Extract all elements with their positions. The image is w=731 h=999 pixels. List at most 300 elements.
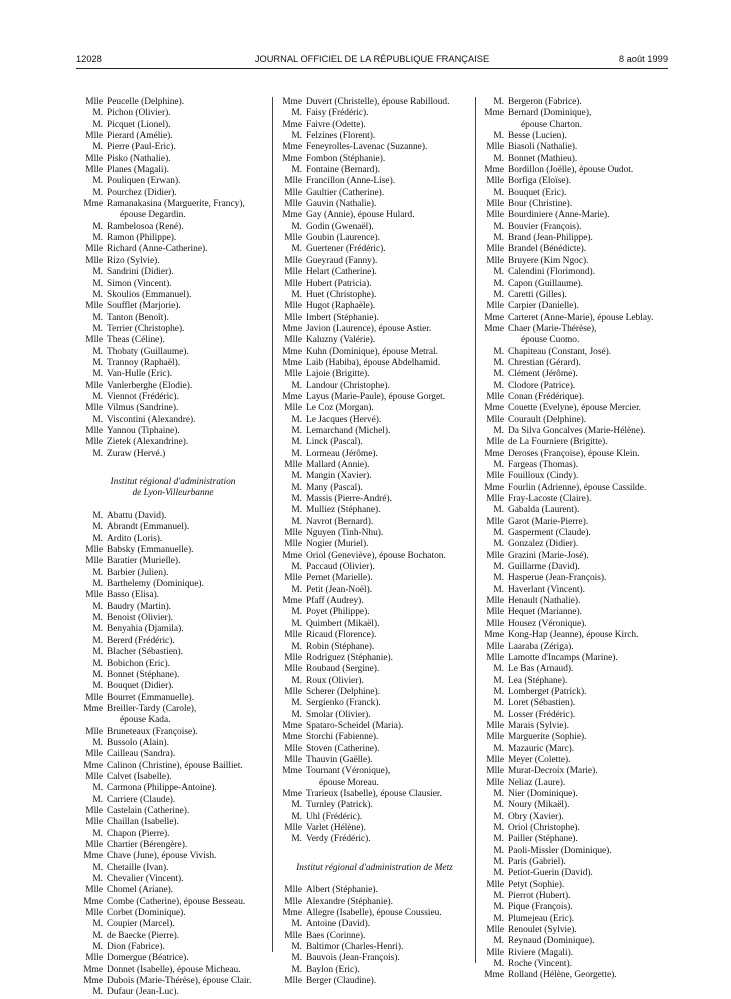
- list-item: [479, 573, 675, 584]
- entry-name: Terrier (Christophe).: [107, 323, 185, 334]
- entry-title: Mlle: [85, 380, 103, 391]
- entry-title: M.: [291, 131, 302, 142]
- entry-name: Zietek (Alexandrine).: [107, 437, 189, 448]
- entry-name: Petiot-Guerin (David).: [508, 868, 593, 879]
- entry-name: Viennot (Frédéric).: [107, 391, 179, 402]
- entry-title: Mlle: [284, 686, 302, 697]
- entry-name: Mazauric (Marc).: [508, 743, 575, 754]
- entry-name: Vilmus (Sandrine).: [107, 403, 179, 414]
- list-item: [479, 199, 675, 210]
- list-item: [78, 795, 268, 806]
- entry-name: Berger (Claudine).: [306, 976, 377, 987]
- entry-title: M.: [92, 987, 103, 998]
- entry-title: Mlle: [85, 885, 103, 896]
- entry-title: Mlle: [284, 460, 302, 470]
- entry-title: Mlle: [85, 749, 103, 760]
- list-item: [277, 199, 472, 210]
- list-item: [277, 551, 472, 562]
- entry-title: M.: [291, 482, 302, 493]
- list-item: [277, 732, 472, 743]
- entry-title: Mlle: [85, 840, 103, 850]
- entry-title: M.: [291, 562, 302, 573]
- entry-name: Robin (Stéphane).: [306, 641, 375, 652]
- list-item: [479, 959, 675, 970]
- list-item: [78, 522, 268, 533]
- list-item: [277, 789, 472, 800]
- entry-name: Brand (Jean-Philippe).: [508, 233, 593, 244]
- entry-name: Benyahia (Djamila).: [107, 624, 184, 635]
- list-item: [277, 897, 472, 908]
- list-item: [479, 120, 675, 131]
- entry-name: Soufflet (Marjorie).: [107, 301, 181, 312]
- list-item: [479, 721, 675, 732]
- entry-title: M.: [291, 675, 302, 686]
- entry-name: Storchi (Fabienne).: [306, 732, 379, 743]
- list-item: [479, 279, 675, 290]
- list-item: [479, 585, 675, 596]
- entry-name: de La Fourniere (Brigitte).: [508, 437, 608, 448]
- entry-title: Mlle: [486, 142, 504, 153]
- entry-continuation: épouse Charton.: [521, 119, 582, 130]
- entry-title: Mme: [282, 720, 302, 731]
- entry-title: Mlle: [486, 596, 504, 607]
- list-item: [277, 908, 472, 919]
- entry-name: Barthelemy (Dominique).: [107, 579, 204, 590]
- list-item: [78, 965, 268, 976]
- entry-name: Bruneteaux (Françoise).: [107, 726, 198, 737]
- entry-name: Turnley (Patrick).: [306, 800, 373, 811]
- list-item: [479, 914, 675, 925]
- entry-name: Laaraba (Zériga).: [508, 641, 574, 652]
- entry-title: M.: [493, 675, 504, 686]
- list-item: [479, 233, 675, 244]
- list-item: [78, 749, 268, 760]
- entry-title: Mlle: [284, 233, 302, 244]
- list-item: [479, 505, 675, 516]
- list-item: [277, 630, 472, 641]
- entry-title: Mlle: [486, 244, 504, 255]
- entry-name: Tournant (Véronique),: [306, 766, 391, 777]
- list-item: [479, 732, 675, 743]
- list-item: [78, 369, 268, 380]
- list-item: [479, 222, 675, 233]
- entry-title: M.: [493, 845, 504, 856]
- list-item: [78, 426, 268, 437]
- entry-title: Mlle: [486, 652, 504, 663]
- entry-title: Mme: [282, 391, 302, 402]
- entry-title: Mlle: [284, 312, 302, 323]
- entry-name: Hubert (Patricia).: [306, 278, 372, 289]
- entry-title: Mlle: [85, 131, 103, 142]
- entry-title: M.: [291, 471, 302, 482]
- entry-title: Mlle: [284, 199, 302, 210]
- entry-title: M.: [92, 737, 103, 748]
- list-item: [479, 403, 675, 414]
- entry-name: Nguyen (Tinh-Nhu).: [306, 528, 384, 539]
- entry-name: Roux (Olivier).: [306, 675, 364, 686]
- list-item: [277, 834, 472, 845]
- list-item: [78, 534, 268, 545]
- entry-name: Javion (Laurence), épouse Astier.: [306, 323, 432, 334]
- list-item: [78, 659, 268, 670]
- entry-title: Mlle: [486, 607, 504, 618]
- list-item: [479, 948, 675, 959]
- entry-title: M.: [92, 522, 103, 533]
- entry-name: Pichon (Olivier).: [107, 108, 171, 119]
- entry-title: M.: [493, 221, 504, 232]
- list-item: [277, 165, 472, 176]
- list-item: [78, 188, 268, 199]
- list-item: [277, 188, 472, 199]
- list-item: [479, 539, 675, 550]
- list-item: [78, 942, 268, 953]
- entry-title: M.: [92, 357, 103, 368]
- entry-name: Linck (Pascal).: [306, 437, 363, 448]
- entry-title: M.: [291, 709, 302, 720]
- entry-name: Pfaff (Audrey).: [306, 596, 364, 607]
- entry-name: Bergeron (Fabrice).: [508, 97, 582, 107]
- entry-name: Thobaty (Guillaume).: [107, 346, 189, 357]
- entry-title: M.: [291, 618, 302, 629]
- entry-name: Coupier (Marcel).: [107, 919, 175, 930]
- entry-name: Roubaud (Sergine).: [306, 664, 380, 675]
- list-item: [78, 199, 268, 210]
- entry-name: Felzines (Florent).: [306, 131, 376, 142]
- entry-name: Marguerite (Sophie).: [508, 732, 587, 743]
- entry-name: Fouilloux (Cindy).: [508, 471, 579, 482]
- entry-name: Trarieux (Isabelle), épouse Clausier.: [306, 788, 442, 799]
- list-item: [479, 800, 675, 811]
- list-item: [78, 704, 268, 715]
- entry-name: Caretti (Gilles).: [508, 289, 567, 300]
- entry-title: Mlle: [486, 437, 504, 448]
- entry-name: Peucelle (Delphine).: [107, 97, 185, 107]
- entry-name: Zuraw (Hervé.): [107, 448, 166, 459]
- list-item: [479, 108, 675, 119]
- list-item: [479, 970, 675, 981]
- entry-name: Many (Pascal).: [306, 482, 363, 493]
- entry-title: Mlle: [486, 516, 504, 527]
- entry-list: [277, 885, 472, 987]
- entry-title: Mme: [282, 732, 302, 743]
- entry-title: M.: [291, 800, 302, 811]
- entry-title: M.: [493, 187, 504, 198]
- entry-name: Chomel (Ariane).: [107, 885, 174, 896]
- list-item: [479, 710, 675, 721]
- entry-name: Allegre (Isabelle), épouse Coussieu.: [306, 908, 442, 919]
- list-item: [479, 426, 675, 437]
- entry-title: M.: [92, 533, 103, 544]
- entry-title: Mlle: [284, 630, 302, 641]
- list-item: [479, 902, 675, 913]
- list-item: [479, 471, 675, 482]
- entry-name: Verdy (Frédéric).: [306, 834, 371, 845]
- list-item: [277, 369, 472, 380]
- entry-title: M.: [493, 539, 504, 550]
- entry-name: Carriere (Claude).: [107, 794, 176, 805]
- entry-title: M.: [92, 278, 103, 289]
- list-item: [479, 290, 675, 301]
- entry-name: Carteret (Anne-Marie), épouse Leblay.: [508, 312, 654, 323]
- entry-name: Domergue (Béatrice).: [107, 953, 189, 964]
- entry-name: Rodriguez (Stéphanie).: [306, 652, 393, 663]
- entry-name: Hugot (Raphaële).: [306, 301, 376, 312]
- list-item: [277, 290, 472, 301]
- entry-name: Smolar (Olivier).: [306, 709, 371, 720]
- entry-title: M.: [92, 187, 103, 198]
- entry-title: M.: [92, 601, 103, 612]
- entry-title: Mme: [83, 703, 103, 714]
- entry-title: M.: [493, 686, 504, 697]
- entry-name: Bordillon (Joëlle), épouse Oudot.: [508, 165, 634, 176]
- entry-title: Mme: [282, 323, 302, 334]
- list-item: [277, 505, 472, 516]
- entry-name: Reynaud (Dominique).: [508, 936, 595, 947]
- entry-title: M.: [92, 794, 103, 805]
- entry-name: Guillarme (David).: [508, 562, 580, 573]
- entry-name: Dufaur (Jean-Luc).: [107, 987, 179, 998]
- entry-name: Fray-Lacoste (Claire).: [508, 494, 592, 505]
- entry-name: Pailler (Stéphane).: [508, 834, 578, 845]
- entry-name: Paoli-Missler (Dominique).: [508, 845, 612, 856]
- entry-title: Mme: [484, 630, 504, 641]
- entry-name: Conan (Frédérique).: [508, 391, 585, 402]
- entry-title: M.: [493, 959, 504, 970]
- list-item: [479, 154, 675, 165]
- list-item: [479, 347, 675, 358]
- list-item: [277, 517, 472, 528]
- entry-name: Ricaud (Florence).: [306, 630, 377, 641]
- list-item: [277, 244, 472, 255]
- entry-title: M.: [493, 902, 504, 913]
- entry-title: M.: [92, 783, 103, 794]
- entry-title: Mme: [484, 165, 504, 176]
- entry-name: Van-Hulle (Eric).: [107, 369, 173, 380]
- list-item: [277, 976, 472, 987]
- entry-title: M.: [493, 709, 504, 720]
- entry-title: Mlle: [486, 641, 504, 652]
- entry-title: M.: [92, 312, 103, 323]
- list-item: [277, 358, 472, 369]
- entry-name: Trannoy (Raphaël).: [107, 357, 181, 368]
- list-item: [78, 290, 268, 301]
- entry-name: Fombon (Stéphanie).: [306, 153, 386, 164]
- entry-title: Mlle: [284, 976, 302, 987]
- entry-title: M.: [493, 584, 504, 595]
- list-item: [78, 244, 268, 255]
- entry-name: Fontaine (Bernard).: [306, 165, 380, 176]
- entry-title: Mme: [83, 976, 103, 987]
- entry-name: Chaillan (Isabelle).: [107, 817, 179, 828]
- list-item: [277, 335, 472, 346]
- list-item: [277, 676, 472, 687]
- entry-name: Lajoie (Brigitte).: [306, 369, 370, 380]
- list-item: [277, 131, 472, 142]
- entry-name: Landour (Christophe).: [306, 380, 390, 391]
- entry-title: M.: [92, 176, 103, 187]
- list-item: [277, 494, 472, 505]
- entry-name: Le Jacques (Hervé).: [306, 414, 382, 425]
- entry-name: Clodore (Patrice).: [508, 380, 576, 391]
- entry-title: Mlle: [85, 165, 103, 176]
- entry-title: Mlle: [486, 754, 504, 765]
- entry-title: Mlle: [284, 652, 302, 663]
- entry-title: M.: [493, 357, 504, 368]
- list-item: [479, 778, 675, 789]
- entry-title: M.: [291, 414, 302, 425]
- list-item: [277, 233, 472, 244]
- list-item: [78, 335, 268, 346]
- entry-name: Kuhn (Dominique), épouse Metral.: [306, 346, 439, 357]
- list-item: [78, 806, 268, 817]
- entry-title: Mlle: [284, 930, 302, 941]
- entry-title: M.: [92, 930, 103, 941]
- entry-title: M.: [493, 153, 504, 164]
- entry-name: Basso (Elisa).: [107, 590, 160, 601]
- list-item: [277, 437, 472, 448]
- entry-name: Francillon (Anne-Lise).: [306, 176, 396, 187]
- entry-title: Mlle: [284, 187, 302, 198]
- entry-title: Mlle: [486, 732, 504, 743]
- entry-title: M.: [92, 511, 103, 522]
- entry-name: Obry (Xavier).: [508, 811, 564, 822]
- entry-title: M.: [493, 278, 504, 289]
- entry-name: Uhl (Frédéric).: [306, 811, 363, 822]
- entry-title: M.: [291, 448, 302, 459]
- list-item: [78, 953, 268, 964]
- entry-title: Mlle: [85, 244, 103, 255]
- list-item: [277, 653, 472, 664]
- list-item: [479, 698, 675, 709]
- list-item: [479, 607, 675, 618]
- header-rule: [76, 68, 668, 69]
- entry-name: Varlet (Hélène).: [306, 823, 366, 833]
- entry-title: M.: [291, 811, 302, 822]
- entry-name: Pisko (Nathalie).: [107, 153, 171, 164]
- list-item: [78, 358, 268, 369]
- list-item: [479, 176, 675, 187]
- entry-name: Clément (Jérôme).: [508, 369, 578, 380]
- entry-name: Gay (Annie), épouse Hulard.: [306, 210, 415, 221]
- entry-name: Bourdiniere (Anne-Marie).: [508, 210, 610, 221]
- list-item: [78, 693, 268, 704]
- entry-title: Mlle: [486, 494, 504, 505]
- entry-name: Ramon (Philippe).: [107, 233, 177, 244]
- list-item: [277, 415, 472, 426]
- list-item: [78, 415, 268, 426]
- list-item: [78, 817, 268, 828]
- entry-title: Mme: [83, 199, 103, 210]
- entry-title: Mlle: [486, 618, 504, 629]
- entry-title: M.: [291, 584, 302, 595]
- entry-continuation: épouse Kada.: [120, 715, 171, 726]
- entry-name: Brandel (Bénédicte).: [508, 244, 587, 255]
- entry-title: M.: [92, 289, 103, 300]
- entry-title: Mme: [484, 970, 504, 981]
- list-item: [479, 834, 675, 845]
- entry-name: Alexandre (Stéphanie).: [306, 896, 393, 907]
- list-item: [277, 931, 472, 942]
- list-item: [277, 755, 472, 766]
- entry-name: Ardito (Loris).: [107, 533, 163, 544]
- entry-name: Scherer (Delphine).: [306, 686, 380, 697]
- entry-name: Oriol (Geneviève), épouse Bochaton.: [306, 550, 446, 561]
- entry-name: Courault (Delphine).: [508, 414, 587, 425]
- list-item: [277, 142, 472, 153]
- entry-name: Dubois (Marie-Thérèse), épouse Clair.: [107, 976, 252, 987]
- entry-name: Petit (Jean-Noël).: [306, 584, 373, 595]
- entry-name: Chave (June), épouse Vivish.: [107, 851, 217, 862]
- entry-name: Barbier (Julien).: [107, 567, 169, 578]
- entry-title: M.: [493, 380, 504, 391]
- list-item: [479, 358, 675, 369]
- entry-title: Mlle: [85, 97, 103, 107]
- entry-name: Breiller-Tardy (Carole),: [107, 703, 197, 714]
- list-item: [479, 642, 675, 653]
- list-item: [277, 210, 472, 221]
- entry-name: Hequet (Marianne).: [508, 607, 582, 618]
- list-item: [277, 573, 472, 584]
- list-item: [479, 244, 675, 255]
- entry-title: Mlle: [486, 199, 504, 210]
- entry-name: Stoven (Catherine).: [306, 743, 380, 754]
- list-item: [78, 165, 268, 176]
- entry-name: Poyet (Philippe).: [306, 607, 370, 618]
- entry-list: [277, 97, 472, 846]
- list-item: [78, 233, 268, 244]
- entry-name: Rolland (Hélène, Georgette).: [508, 970, 617, 981]
- entry-title: Mlle: [85, 301, 103, 312]
- section-title: Institut régional d'administration: [110, 477, 236, 487]
- list-item: [479, 936, 675, 947]
- list-item: [78, 851, 268, 862]
- list-item: [78, 987, 268, 998]
- entry-title: M.: [493, 811, 504, 822]
- entry-title: Mlle: [486, 777, 504, 788]
- list-item: [78, 840, 268, 851]
- entry-title: Mme: [83, 760, 103, 771]
- list-item: [277, 539, 472, 550]
- entry-title: M.: [92, 323, 103, 334]
- list-item: [78, 176, 268, 187]
- entry-name: Feneyrolles-Lavenac (Suzanne).: [306, 142, 428, 153]
- entry-name: Meyer (Colette).: [508, 754, 571, 765]
- entry-title: M.: [92, 221, 103, 232]
- list-item: [78, 403, 268, 414]
- entry-title: M.: [493, 800, 504, 811]
- entry-title: Mlle: [486, 471, 504, 482]
- entry-name: Borfiga (Eloïse).: [508, 176, 572, 187]
- list-item: [277, 471, 472, 482]
- entry-title: Mme: [282, 97, 302, 107]
- entry-name: Baltimor (Charles-Henri).: [306, 942, 404, 953]
- entry-continuation: épouse Degardin.: [120, 210, 186, 221]
- list-item: [479, 142, 675, 153]
- entry-name: Haverlant (Vincent).: [508, 584, 586, 595]
- entry-name: Chrestian (Gérard).: [508, 357, 581, 368]
- entry-title: Mlle: [486, 391, 504, 402]
- section-title: de Lyon-Villeurbanne: [132, 488, 214, 499]
- entry-title: Mlle: [85, 908, 103, 919]
- entry-name: Losser (Frédéric).: [508, 709, 576, 720]
- entry-title: M.: [493, 97, 504, 107]
- entry-name: Gauvin (Nathalie).: [306, 199, 377, 210]
- column-1: [78, 97, 268, 999]
- list-item: [78, 256, 268, 267]
- entry-title: Mme: [83, 896, 103, 907]
- entry-title: M.: [291, 380, 302, 391]
- entry-name: Donnet (Isabelle), épouse Micheau.: [107, 964, 241, 975]
